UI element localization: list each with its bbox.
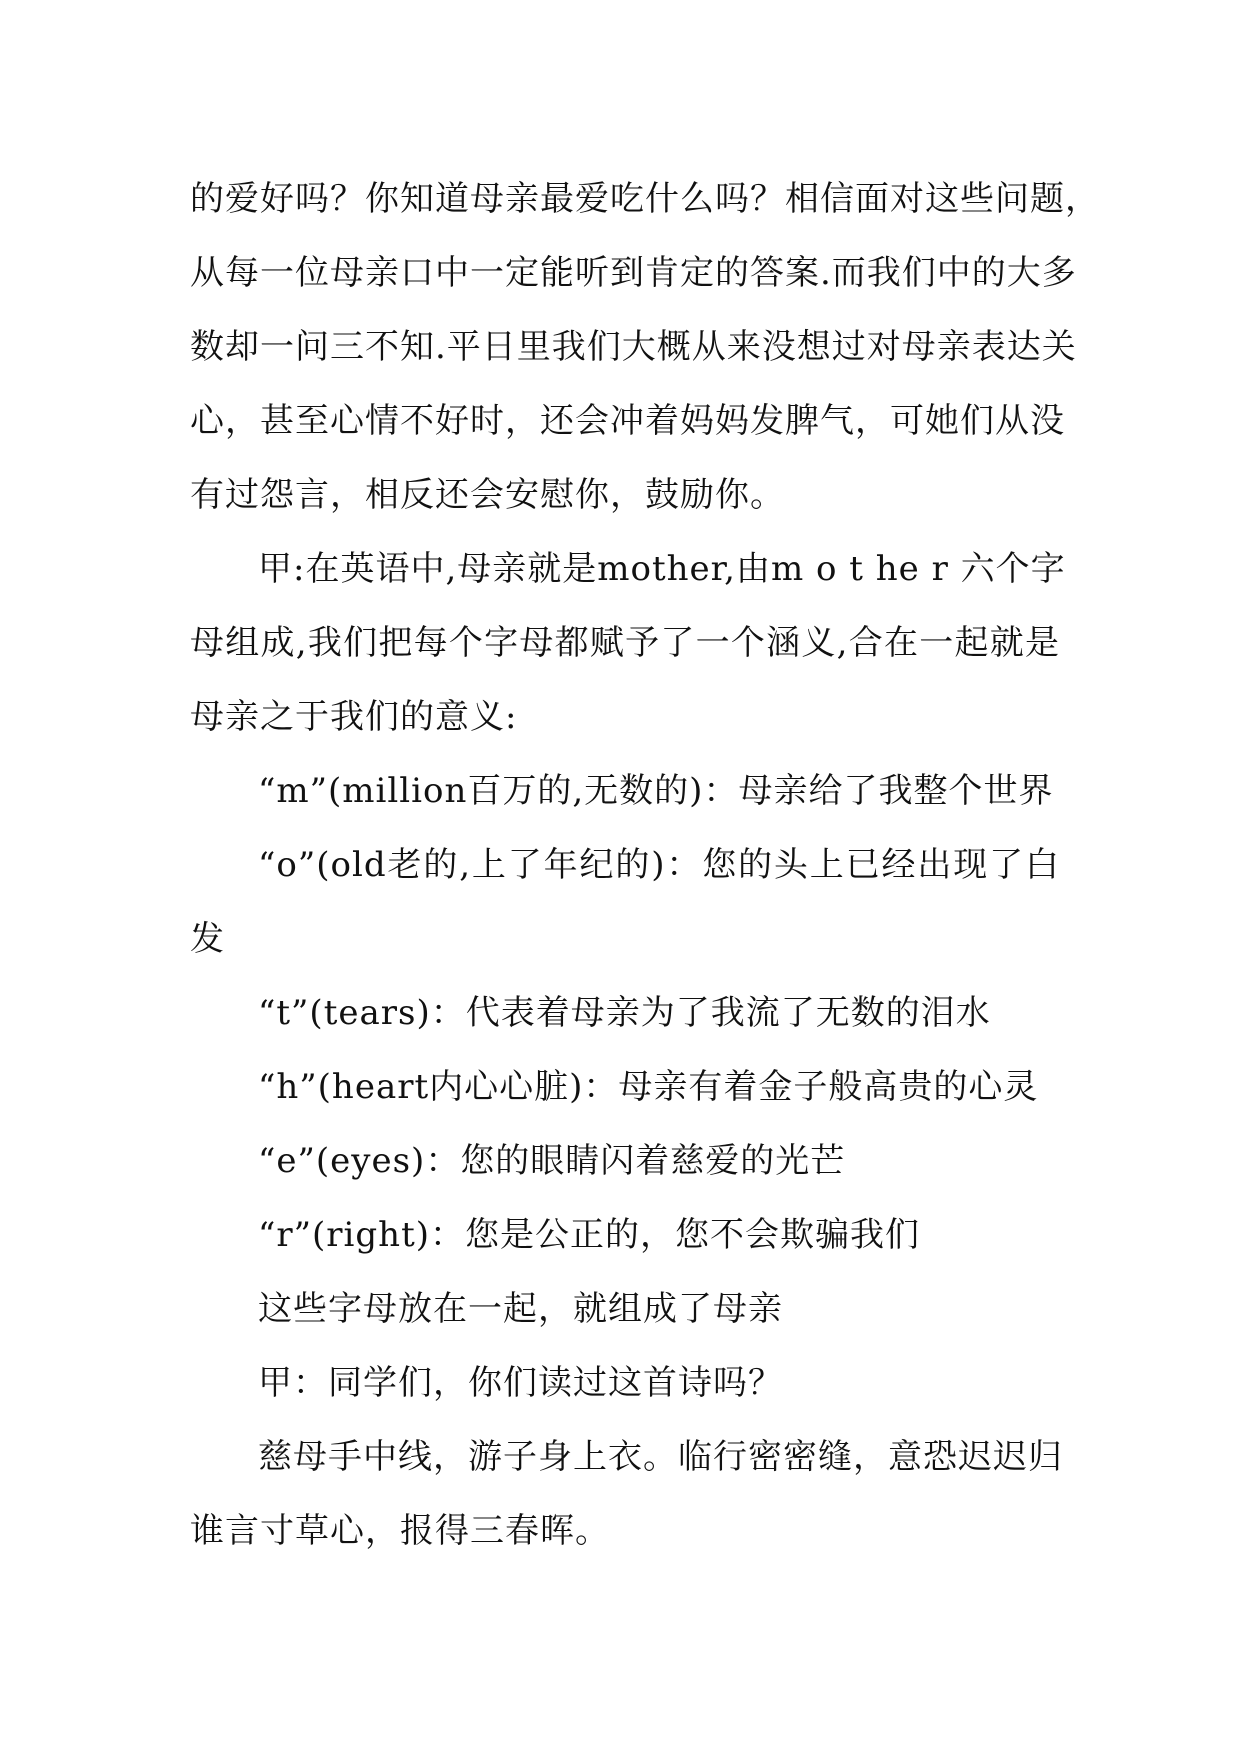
letter-meaning-o: “o”(old老的,上了年纪的)：您的头上已经出现了白 (258, 845, 1060, 885)
letter-meaning-e: “e”(eyes)：您的眼睛闪着慈爱的光芒 (258, 1141, 846, 1181)
paragraph-line: 有过怨言，相反还会安慰你，鼓励你。 (190, 475, 785, 515)
paragraph-line: 母组成,我们把每个字母都赋予了一个涵义,合在一起就是 (190, 623, 1060, 663)
paragraph-line: 心，甚至心情不好时，还会冲着妈妈发脾气，可她们从没 (190, 401, 1065, 441)
paragraph-line: 的爱好吗？你知道母亲最爱吃什么吗？相信面对这些问题， (190, 179, 1100, 219)
paragraph-line: 从每一位母亲口中一定能听到肯定的答案.而我们中的大多 (190, 253, 1077, 293)
letter-meaning-m: “m”(million百万的,无数的)：母亲给了我整个世界 (258, 771, 1054, 811)
paragraph-line: 这些字母放在一起，就组成了母亲 (258, 1289, 783, 1329)
paragraph-line: 甲：同学们，你们读过这首诗吗？ (258, 1363, 783, 1403)
paragraph-line: 母亲之于我们的意义: (190, 697, 518, 737)
letter-meaning-h: “h”(heart内心心脏)：母亲有着金子般高贵的心灵 (258, 1067, 1039, 1107)
letter-meaning-r: “r”(right)：您是公正的，您不会欺骗我们 (258, 1215, 920, 1255)
poem-line: 慈母手中线，游子身上衣。临行密密缝，意恐迟迟归 (258, 1437, 1063, 1477)
poem-line: 谁言寸草心，报得三春晖。 (190, 1511, 610, 1551)
paragraph-line: 甲:在英语中,母亲就是mother,由m o t he r 六个字 (258, 549, 1066, 589)
paragraph-line: 发 (190, 919, 225, 959)
paragraph-line: 数却一问三不知.平日里我们大概从来没想过对母亲表达关 (190, 327, 1077, 367)
letter-meaning-t: “t”(tears)：代表着母亲为了我流了无数的泪水 (258, 993, 991, 1033)
